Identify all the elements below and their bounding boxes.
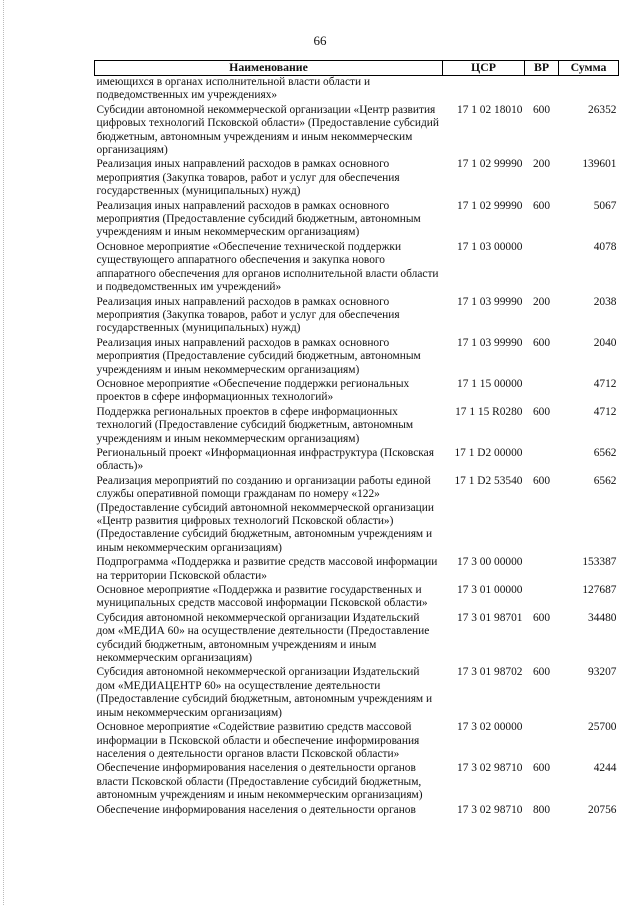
row-sum-cell: 139601 xyxy=(582,158,617,171)
row-vr-cell: 600 xyxy=(532,405,551,418)
row-csr-cell: 17 1 15 R0280 xyxy=(455,405,523,418)
row-vr-cell: 600 xyxy=(532,762,551,775)
row-vr-cell: 800 xyxy=(532,803,551,816)
table-row xyxy=(95,296,619,337)
row-csr-cell: 17 3 01 98702 xyxy=(457,666,523,679)
row-vr-cell: 600 xyxy=(532,474,551,487)
row-name-cell: Обеспечение информирования населения о деятельности органов власти Псковской области (Предоставление субсидий бюджетным, автономным учреждениям и иным некоммерческим организациям) xyxy=(96,762,423,802)
table-row xyxy=(95,241,619,296)
row-sum-cell: 4244 xyxy=(593,762,617,775)
row-name-cell: Основное мероприятие «Обеспечение поддержки региональных проектов в сфере информационных технологий» xyxy=(96,377,410,404)
table-row xyxy=(95,447,619,475)
table-row xyxy=(95,804,619,818)
row-name-cell: Субсидия автономной некоммерческой организации Издательский дом «МЕДИАЦЕНТР 60» на осуществление деятельности (Предоставление субсидий бюджетным, автономным учреждениям и иным некоммерческим организациям) xyxy=(96,666,433,719)
row-csr-cell: 17 3 01 00000 xyxy=(457,584,523,597)
row-sum-cell: 4078 xyxy=(593,240,617,253)
header-vr: ВР xyxy=(525,61,559,76)
row-sum-cell: 26352 xyxy=(588,103,617,116)
row-vr-cell xyxy=(525,76,559,104)
budget-table xyxy=(94,60,619,818)
row-csr-cell xyxy=(443,76,525,104)
table-row xyxy=(95,76,619,104)
row-sum-cell: 2040 xyxy=(593,336,617,349)
row-vr-cell xyxy=(525,584,559,612)
row-name-cell: Поддержка региональных проектов в сфере информационных технологий (Предоставление субсидий бюджетным, автономным учреждениям и иным некоммерческим организациям) xyxy=(96,405,414,445)
row-csr-cell: 17 1 03 99990 xyxy=(457,336,523,349)
table-row xyxy=(95,666,619,721)
table-row xyxy=(95,556,619,584)
table-header-row xyxy=(95,61,619,76)
row-vr-cell: 200 xyxy=(532,158,551,171)
row-name-cell: Основное мероприятие «Содействие развитию средств массовой информации в Псковской области и обеспечение информирования населения о деятельности органов власти Псковской области» xyxy=(96,721,420,760)
table-body xyxy=(95,76,619,818)
row-vr-cell xyxy=(525,556,559,584)
row-vr-cell xyxy=(525,241,559,296)
row-name-cell: Субсидии автономной некоммерческой организации «Центр развития цифровых технологий Псковской области» (Предоставление субсидий бюджетным, автономным учреждениям и иным некоммерческим организациям) xyxy=(96,103,439,157)
row-sum-cell xyxy=(559,76,619,104)
row-sum-cell: 25700 xyxy=(588,721,617,734)
row-vr-cell: 600 xyxy=(532,103,551,116)
row-name-cell: Реализация иных направлений расходов в рамках основного мероприятия (Закупка товаров, работ и услуг для обеспечения государственных (муниципальных) нужд) xyxy=(96,295,400,335)
row-name-cell: Реализация мероприятий по созданию и организации работы единой службы оперативной помощи гражданам по номеру «122» (Предоставление субсидий автономной некоммерческой организации «Центр развития цифровых технологий Псковской области») (Предоставление субсидий бюджетным, автономным учреждениям и иным некоммерческим организациям) xyxy=(96,474,434,554)
scan-edge-line xyxy=(3,0,5,905)
row-csr-cell: 17 3 00 00000 xyxy=(457,556,523,569)
row-csr-cell: 17 1 15 00000 xyxy=(457,377,523,390)
table-row xyxy=(95,378,619,406)
row-name-cell: Основное мероприятие «Обеспечение технической поддержки существующего аппаратного обеспечения и закупка нового аппаратного обеспечения для органов исполнительной власти области и подведомственных им учреждений» xyxy=(96,240,439,294)
row-name-cell: Основное мероприятие «Поддержка и развитие государственных и муниципальных средств массовой информации Псковской области» xyxy=(96,584,428,610)
row-csr-cell: 17 1 03 00000 xyxy=(457,240,523,253)
row-csr-cell: 17 1 03 99990 xyxy=(457,295,523,308)
table-row xyxy=(95,721,619,762)
table-row xyxy=(95,475,619,556)
row-csr-cell: 17 1 D2 53540 xyxy=(454,474,523,487)
row-vr-cell xyxy=(525,721,559,762)
row-sum-cell: 93207 xyxy=(588,666,617,679)
row-csr-cell: 17 3 01 98701 xyxy=(457,611,523,624)
row-sum-cell: 34480 xyxy=(588,611,617,624)
row-vr-cell xyxy=(525,378,559,406)
row-vr-cell: 600 xyxy=(532,336,551,349)
header-csr: ЦСР xyxy=(443,61,525,76)
row-name-cell: Региональный проект «Информационная инфраструктура (Псковская область)» xyxy=(96,446,434,473)
row-name-cell: имеющихся в органах исполнительной власти области и подведомственных им учреждениях» xyxy=(96,76,371,102)
row-csr-cell: 17 1 D2 00000 xyxy=(454,446,523,459)
page-number: 66 xyxy=(313,33,327,48)
row-vr-cell: 200 xyxy=(532,295,551,308)
header-sum: Сумма xyxy=(559,61,619,76)
table-row xyxy=(95,337,619,378)
row-vr-cell: 600 xyxy=(532,611,551,624)
row-sum-cell: 6562 xyxy=(593,474,617,487)
row-sum-cell: 5067 xyxy=(593,199,617,212)
row-name-cell: Субсидия автономной некоммерческой организации Издательский дом «МЕДИА 60» на осуществление деятельности (Предоставление субсидий бюджетным, автономным учреждениям и иным некоммерческим организациям) xyxy=(96,611,430,665)
table-row xyxy=(95,584,619,612)
row-csr-cell: 17 3 02 98710 xyxy=(457,803,523,816)
row-csr-cell: 17 1 02 99990 xyxy=(457,158,523,171)
row-csr-cell: 17 1 02 99990 xyxy=(457,199,523,212)
row-name-cell: Реализация иных направлений расходов в рамках основного мероприятия (Предоставление субсидий бюджетным, автономным учреждениям и иным некоммерческим организациям) xyxy=(96,199,421,239)
table-row xyxy=(95,158,619,199)
row-name-cell: Обеспечение информирования населения о деятельности органов xyxy=(96,803,416,816)
table-row xyxy=(95,612,619,667)
table-row xyxy=(95,104,619,159)
table-row xyxy=(95,200,619,241)
row-sum-cell: 127687 xyxy=(582,584,617,597)
row-sum-cell: 4712 xyxy=(593,405,617,418)
row-sum-cell: 4712 xyxy=(593,377,617,390)
row-sum-cell: 20756 xyxy=(588,803,617,816)
row-vr-cell: 600 xyxy=(532,666,551,679)
row-sum-cell: 6562 xyxy=(593,446,617,459)
table-row xyxy=(95,762,619,803)
row-sum-cell: 153387 xyxy=(582,556,617,569)
row-csr-cell: 17 1 02 18010 xyxy=(457,103,523,116)
row-csr-cell: 17 3 02 00000 xyxy=(457,721,523,734)
row-vr-cell: 600 xyxy=(532,199,551,212)
row-name-cell: Реализация иных направлений расходов в рамках основного мероприятия (Предоставление субсидий бюджетным, автономным учреждениям и иным некоммерческим организациям) xyxy=(96,336,421,376)
table-row xyxy=(95,406,619,447)
row-name-cell: Реализация иных направлений расходов в рамках основного мероприятия (Закупка товаров, работ и услуг для обеспечения государственных (муниципальных) нужд) xyxy=(96,158,400,198)
row-name-cell: Подпрограмма «Поддержка и развитие средств массовой информации на территории Псковской области» xyxy=(96,556,438,582)
row-vr-cell xyxy=(525,447,559,475)
row-sum-cell: 2038 xyxy=(593,295,617,308)
header-name: Наименование xyxy=(95,61,443,76)
row-csr-cell: 17 3 02 98710 xyxy=(457,762,523,775)
